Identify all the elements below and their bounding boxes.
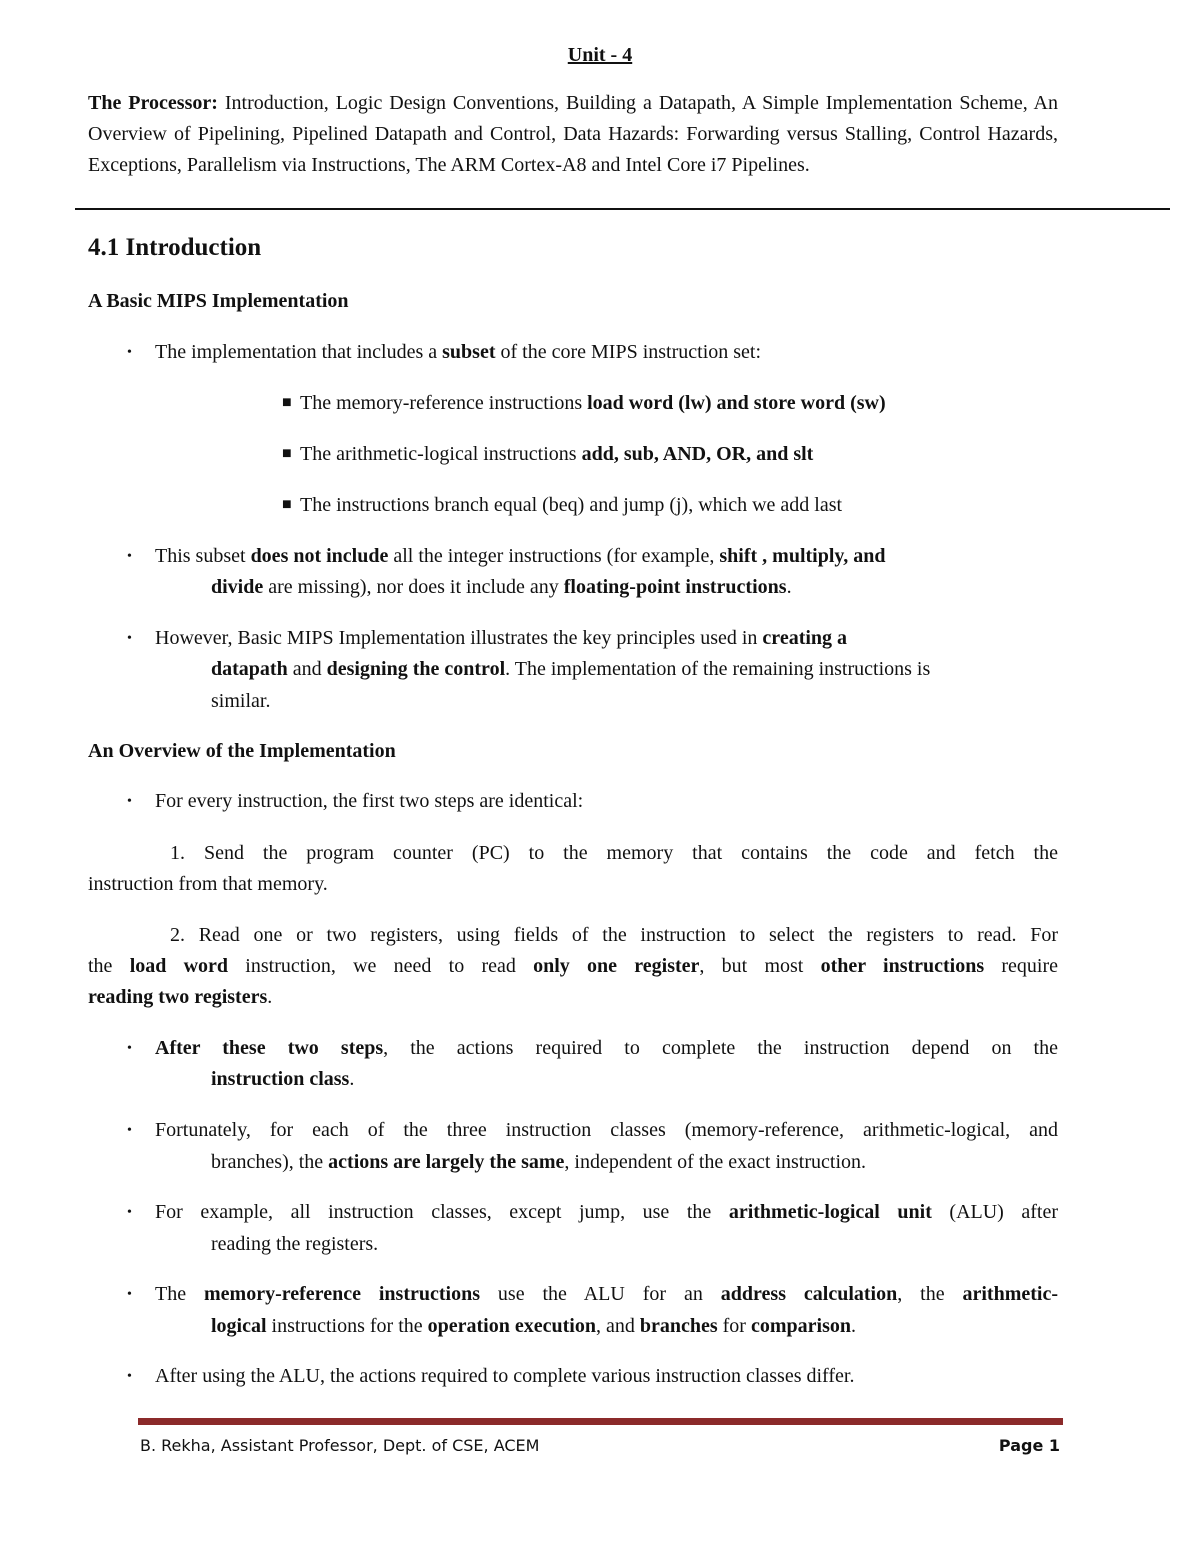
bullet-dot: • xyxy=(127,1041,132,1056)
text-bold: instruction class xyxy=(211,1068,350,1090)
bullet-after-alu: After using the ALU, the actions required to complete various instruction classes differ. xyxy=(155,1365,855,1387)
text: The xyxy=(155,1283,205,1305)
bullet-key-principles-line3: similar. xyxy=(211,690,271,712)
bullet-does-not-include-line2 xyxy=(211,572,792,603)
text-bold: creating a xyxy=(762,627,848,649)
text: for xyxy=(717,1315,751,1337)
sub-bullet-arithmetic-logical xyxy=(300,439,813,470)
text-bold: comparison xyxy=(750,1315,851,1337)
syllabus-label: The Processor: xyxy=(88,92,218,114)
bullet-fortunately-line1: Fortunately, for each of the three instruction classes (memory-reference, arithmetic-logical, and xyxy=(155,1119,1058,1141)
text-bold: reading two registers xyxy=(88,986,268,1008)
bullet-fortunately-line2 xyxy=(211,1147,866,1178)
bullet-memory-reference-line1 xyxy=(155,1279,1058,1310)
text-bold: only one register xyxy=(533,955,700,977)
sub-bullet-branch-jump: The instructions branch equal (beq) and jump (j), which we add last xyxy=(300,494,843,516)
bullet-dot: • xyxy=(127,1205,132,1220)
text: branches), the xyxy=(211,1151,329,1173)
bullet-first-two-steps: For every instruction, the first two steps are identical: xyxy=(155,790,584,812)
text-bold: divide xyxy=(211,576,264,598)
text-bold: arithmetic- xyxy=(962,1283,1059,1305)
text: . xyxy=(850,1315,856,1337)
bullet-dot: • xyxy=(127,549,132,564)
text: The memory-reference instructions xyxy=(300,392,588,414)
text: and xyxy=(287,658,327,680)
text-bold: designing the control xyxy=(326,658,506,680)
sub-bullet-memory-reference xyxy=(300,388,886,419)
square-bullet: ■ xyxy=(282,394,292,411)
text-bold: does not include xyxy=(250,545,389,567)
text: . xyxy=(267,986,273,1008)
section-title: 4.1 Introduction xyxy=(88,234,262,261)
text-bold: shift , multiply, and xyxy=(719,545,886,567)
bullet-dot: • xyxy=(127,631,132,646)
text-bold: After these two steps xyxy=(155,1037,384,1059)
text-bold: arithmetic-logical unit xyxy=(728,1201,932,1223)
footer-author: B. Rekha, Assistant Professor, Dept. of CSE, ACEM xyxy=(140,1436,540,1455)
text: , independent of the exact instruction. xyxy=(564,1151,866,1173)
text-bold: logical xyxy=(211,1315,267,1337)
text: , the xyxy=(897,1283,963,1305)
bullet-after-two-steps-line1 xyxy=(155,1033,1058,1064)
bullet-for-example-line1 xyxy=(155,1197,1058,1228)
bullet-for-example-line2: reading the registers. xyxy=(211,1233,379,1255)
text-bold: add, sub, AND, OR, and slt xyxy=(581,443,814,465)
text-bold: address calculation xyxy=(720,1283,898,1305)
text: This subset xyxy=(155,545,251,567)
square-bullet: ■ xyxy=(282,445,292,462)
bullet-dot: • xyxy=(127,1369,132,1384)
syllabus-text: Introduction, Logic Design Conventions, Building a Datapath, A Simple Implementation Scheme, An Overview of Pipelining, Pipelined Datapath and Control, Data Hazards: Forwarding versus Stalling, Control Hazards, Exceptions, Parallelism via Instructions, The ARM Cortex-A8 and Intel Core i7 Pipelines. xyxy=(88,92,1058,176)
step-2-line2 xyxy=(88,951,1058,982)
bullet-key-principles-line1 xyxy=(155,623,847,654)
text-bold: other instructions xyxy=(820,955,985,977)
bullet-key-principles-line2 xyxy=(211,654,1059,685)
text: The arithmetic-logical instructions xyxy=(300,443,582,465)
bullet-dot: • xyxy=(127,794,132,809)
bullet-memory-reference-line2 xyxy=(211,1311,856,1342)
text: use the ALU for an xyxy=(480,1283,721,1305)
text-bold: floating-point instructions xyxy=(563,576,787,598)
text-bold: memory-reference instructions xyxy=(204,1283,480,1305)
text: , but most xyxy=(699,955,821,977)
bullet-dot: • xyxy=(127,1123,132,1138)
unit-title: Unit - 4 xyxy=(567,44,633,66)
text-bold: operation execution xyxy=(427,1315,596,1337)
bullet-dot: • xyxy=(127,345,132,360)
bullet-subset xyxy=(155,337,761,368)
text: , and xyxy=(595,1315,640,1337)
text-bold: datapath xyxy=(211,658,288,680)
text-bold: subset xyxy=(442,341,496,363)
text: (ALU) after xyxy=(931,1201,1058,1223)
bullet-does-not-include-line1 xyxy=(155,541,886,572)
text-bold: branches xyxy=(639,1315,718,1337)
text: require xyxy=(984,955,1059,977)
step-2-line3 xyxy=(88,982,272,1013)
bullet-after-two-steps-line2 xyxy=(211,1064,354,1095)
text: . xyxy=(349,1068,355,1090)
text: . The implementation of the remaining instructions is xyxy=(505,658,931,680)
text-bold: load word (lw) and store word (sw) xyxy=(587,392,886,414)
footer-divider xyxy=(138,1418,1063,1425)
text: of the core MIPS instruction set: xyxy=(495,341,762,363)
syllabus-paragraph xyxy=(88,88,1058,181)
text: , the actions required to complete the instruction depend on the xyxy=(383,1037,1058,1059)
text: the xyxy=(88,955,130,977)
text: However, Basic MIPS Implementation illustrates the key principles used in xyxy=(155,627,763,649)
step-2-line1: 2. Read one or two registers, using fields of the instruction to select the registers to read. For xyxy=(170,924,1058,946)
page-number: Page 1 xyxy=(998,1436,1060,1455)
text: all the integer instructions (for example, xyxy=(388,545,720,567)
text: instruction, we need to read xyxy=(228,955,534,977)
step-1-line2: instruction from that memory. xyxy=(88,873,328,895)
subsection-title-basic-mips: A Basic MIPS Implementation xyxy=(88,290,349,312)
text: . xyxy=(786,576,792,598)
square-bullet: ■ xyxy=(282,496,292,513)
header-divider xyxy=(75,208,1170,210)
text: instructions for the xyxy=(266,1315,428,1337)
bullet-dot: • xyxy=(127,1287,132,1302)
subsection-title-overview: An Overview of the Implementation xyxy=(88,740,396,762)
step-1-line1: 1. Send the program counter (PC) to the memory that contains the code and fetch the xyxy=(170,842,1058,864)
text-bold: load word xyxy=(129,955,229,977)
text: For example, all instruction classes, except jump, use the xyxy=(155,1201,729,1223)
text: The implementation that includes a xyxy=(155,341,443,363)
text: are missing), nor does it include any xyxy=(263,576,564,598)
text-bold: actions are largely the same xyxy=(328,1151,565,1173)
